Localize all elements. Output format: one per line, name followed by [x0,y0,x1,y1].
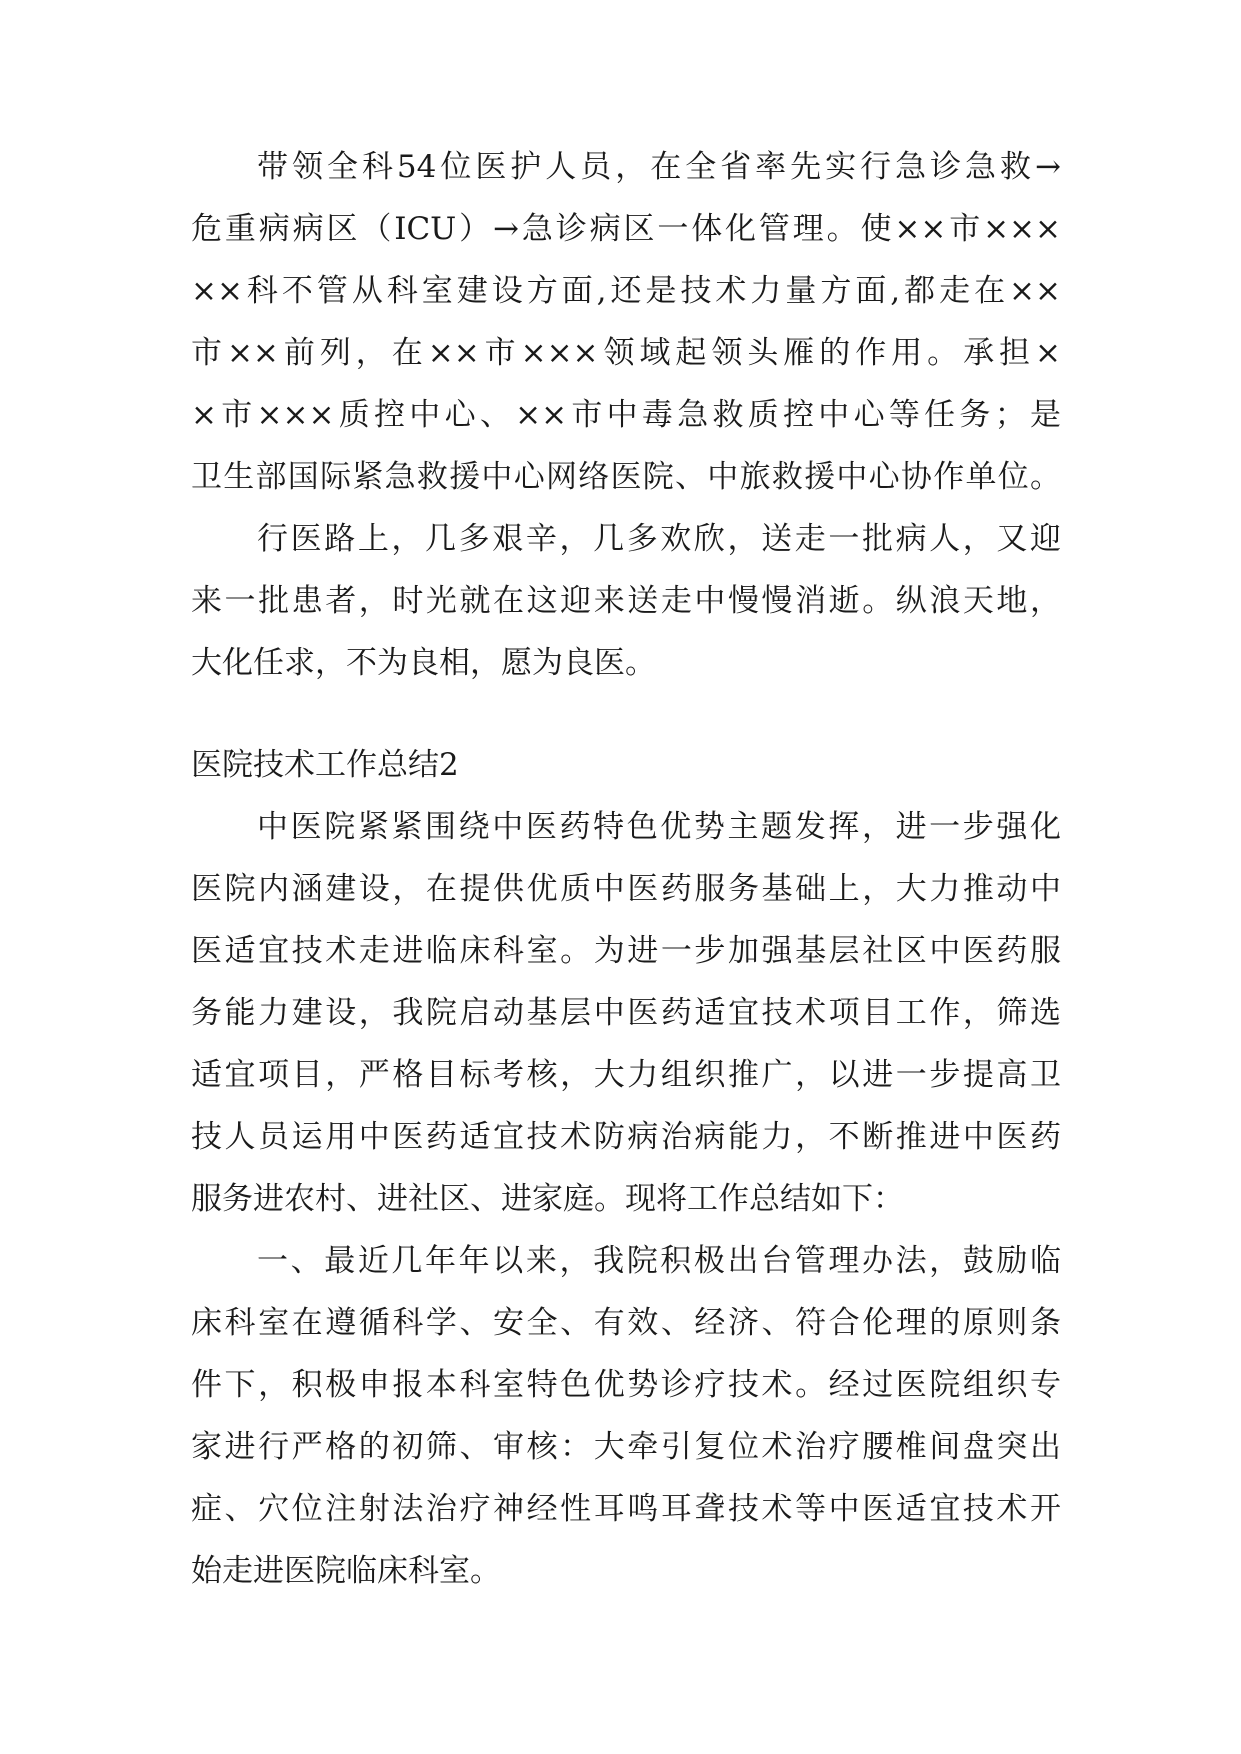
text-line: 危重病病区（ICU）→急诊病区一体化管理。使××市××× [191,211,1061,247]
text-line: 症、穴位注射法治疗神经性耳鸣耳聋技术等中医适宜技术开 [191,1491,1061,1527]
text-line: 市××前列，在××市×××领域起领头雁的作用。承担× [191,335,1061,371]
text-line: 行医路上，几多艰辛，几多欢欣，送走一批病人，又迎 [257,521,1061,557]
text-line: 服务进农村、进社区、进家庭。现将工作总结如下： [191,1181,904,1217]
text-line: 医适宜技术走进临床科室。为进一步加强基层社区中医药服 [191,933,1061,969]
text-line: 床科室在遵循科学、安全、有效、经济、符合伦理的原则条 [191,1305,1061,1341]
text-line: 卫生部国际紧急救援中心网络医院、中旅救援中心协作单位。 [191,459,1061,495]
section-heading: 医院技术工作总结2 [191,747,459,783]
text-line: 适宜项目，严格目标考核，大力组织推广，以进一步提高卫 [191,1057,1061,1093]
text-line: 中医院紧紧围绕中医药特色优势主题发挥，进一步强化 [257,809,1061,845]
text-line: ××科不管从科室建设方面,还是技术力量方面,都走在×× [191,273,1061,309]
text-line: ×市×××质控中心、××市中毒急救质控中心等任务；是 [191,397,1061,433]
text-line: 始走进医院临床科室。 [191,1553,501,1589]
text-line: 一、最近几年年以来，我院积极出台管理办法，鼓励临 [257,1243,1061,1279]
text-line: 件下，积极申报本科室特色优势诊疗技术。经过医院组织专 [191,1367,1061,1403]
text-line: 大化任求，不为良相，愿为良医。 [191,645,656,681]
text-line: 医院内涵建设，在提供优质中医药服务基础上，大力推动中 [191,871,1061,907]
text-line: 家进行严格的初筛、审核：大牵引复位术治疗腰椎间盘突出 [191,1429,1061,1465]
text-line: 带领全科54位医护人员，在全省率先实行急诊急救→ [257,149,1061,185]
text-line: 来一批患者，时光就在这迎来送走中慢慢消逝。纵浪天地， [191,583,1061,619]
text-line: 技人员运用中医药适宜技术防病治病能力，不断推进中医药 [191,1119,1061,1155]
text-line: 务能力建设，我院启动基层中医药适宜技术项目工作，筛选 [191,995,1061,1031]
